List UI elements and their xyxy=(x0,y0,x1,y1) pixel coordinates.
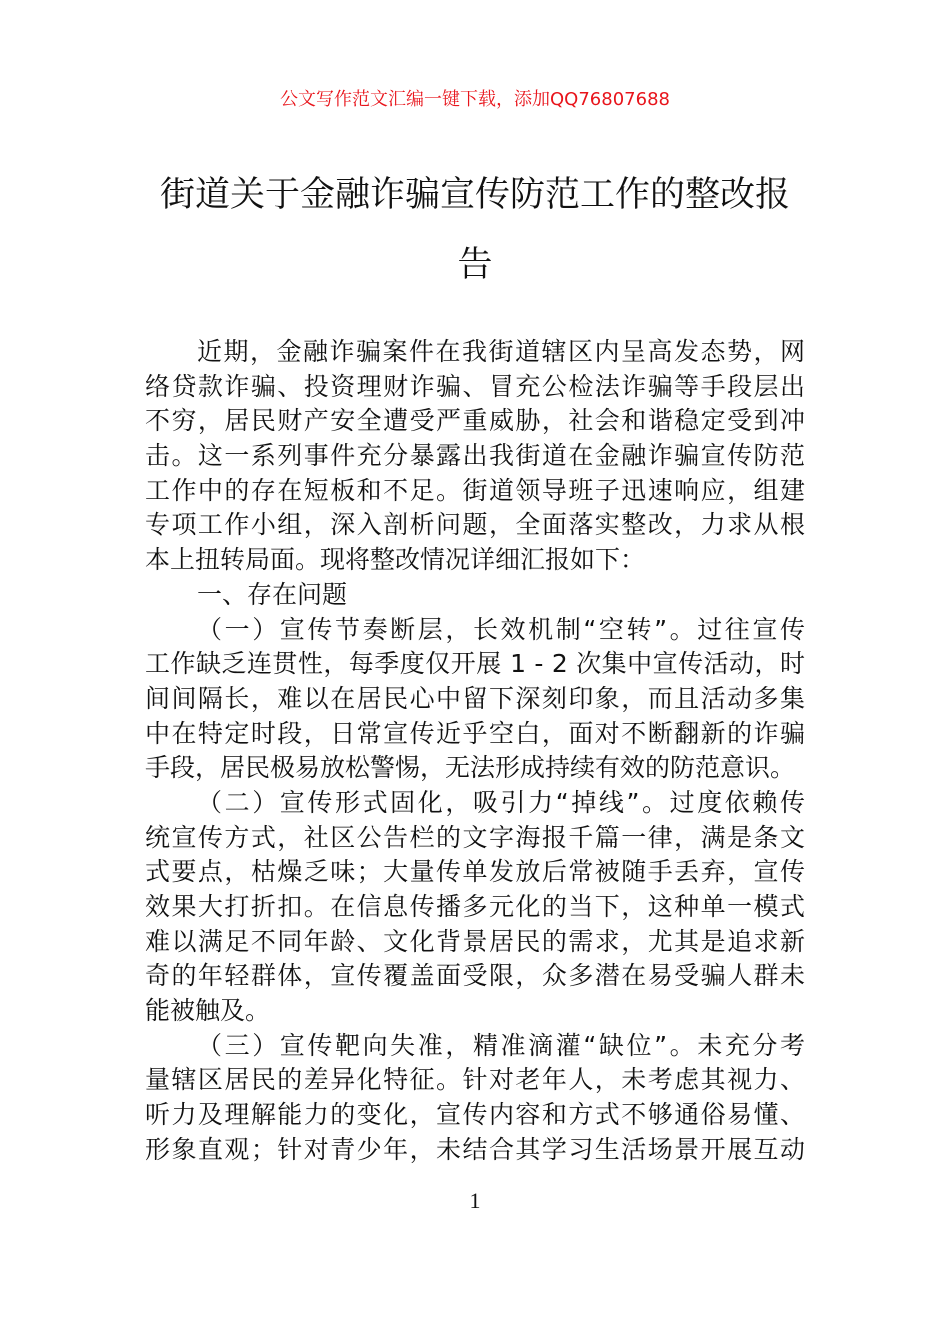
watermark-header: 公文写作范文汇编一键下载，添加QQ76807688 xyxy=(280,89,670,110)
text-line: 能被触及。 xyxy=(145,996,271,1026)
text-line: （一）宣传节奏断层，长效机制“空转”。过往宣传 xyxy=(197,614,805,644)
text-line: 本上扭转局面。现将整改情况详细汇报如下： xyxy=(145,545,646,575)
text-line: 量辖区居民的差异化特征。针对老年人，未考虑其视力、 xyxy=(145,1065,805,1095)
text-line: 工作中的存在短板和不足。街道领导班子迅速响应，组建 xyxy=(145,475,805,505)
paragraph xyxy=(145,613,805,786)
document-title xyxy=(145,160,805,300)
text-line: 奇的年轻群体，宣传覆盖面受限，众多潜在易受骗人群未 xyxy=(145,961,805,991)
text-line: 难以满足不同年龄、文化背景居民的需求，尤其是追求新 xyxy=(145,926,805,956)
document-body xyxy=(145,335,805,1168)
text-line: 击。这一系列事件充分暴露出我街道在金融诈骗宣传防范 xyxy=(145,441,805,471)
text-line: 近期，金融诈骗案件在我街道辖区内呈高发态势，网 xyxy=(197,337,805,366)
text-line: 中在特定时段，日常宣传近乎空白，面对不断翻新的诈骗 xyxy=(145,718,805,748)
page-number: 1 xyxy=(469,1188,481,1213)
text-line: 工作缺乏连贯性，每季度仅开展 1 - 2 次集中宣传活动，时 xyxy=(145,649,805,679)
text-line: 间间隔长，难以在居民心中留下深刻印象，而且活动多集 xyxy=(145,683,805,713)
text-line: 统宣传方式，社区公告栏的文字海报千篇一律，满是条文 xyxy=(145,822,805,852)
text-line: 手段，居民极易放松警惕，无法形成持续有效的防范意识。 xyxy=(145,753,796,783)
text-line: （二）宣传形式固化，吸引力“掉线”。过度依赖传 xyxy=(197,787,805,817)
paragraph xyxy=(145,578,805,613)
text-line: 式要点，枯燥乏味；大量传单发放后常被随手丢弃，宣传 xyxy=(145,857,805,887)
text-line: 络贷款诈骗、投资理财诈骗、冒充公检法诈骗等手段层出 xyxy=(145,371,805,401)
text-line: 不穷，居民财产安全遭受严重威胁，社会和谐稳定受到冲 xyxy=(145,406,805,436)
title-line: 街道关于金融诈骗宣传防范工作的整改报 xyxy=(159,175,790,215)
text-line: 听力及理解能力的变化，宣传内容和方式不够通俗易懂、 xyxy=(145,1100,805,1130)
text-line: 形象直观；针对青少年，未结合其学习生活场景开展互动 xyxy=(145,1134,805,1164)
text-line: 效果大打折扣。在信息传播多元化的当下，这种单一模式 xyxy=(145,892,805,921)
paragraph xyxy=(145,335,805,578)
paragraph xyxy=(145,1029,805,1168)
text-line: 一、存在问题 xyxy=(197,579,348,609)
text-line: 专项工作小组，深入剖析问题，全面落实整改，力求从根 xyxy=(145,510,805,540)
title-line: 告 xyxy=(457,245,493,285)
paragraph xyxy=(145,786,805,1029)
text-line: （三）宣传靶向失准，精准滴灌“缺位”。未充分考 xyxy=(197,1030,805,1060)
